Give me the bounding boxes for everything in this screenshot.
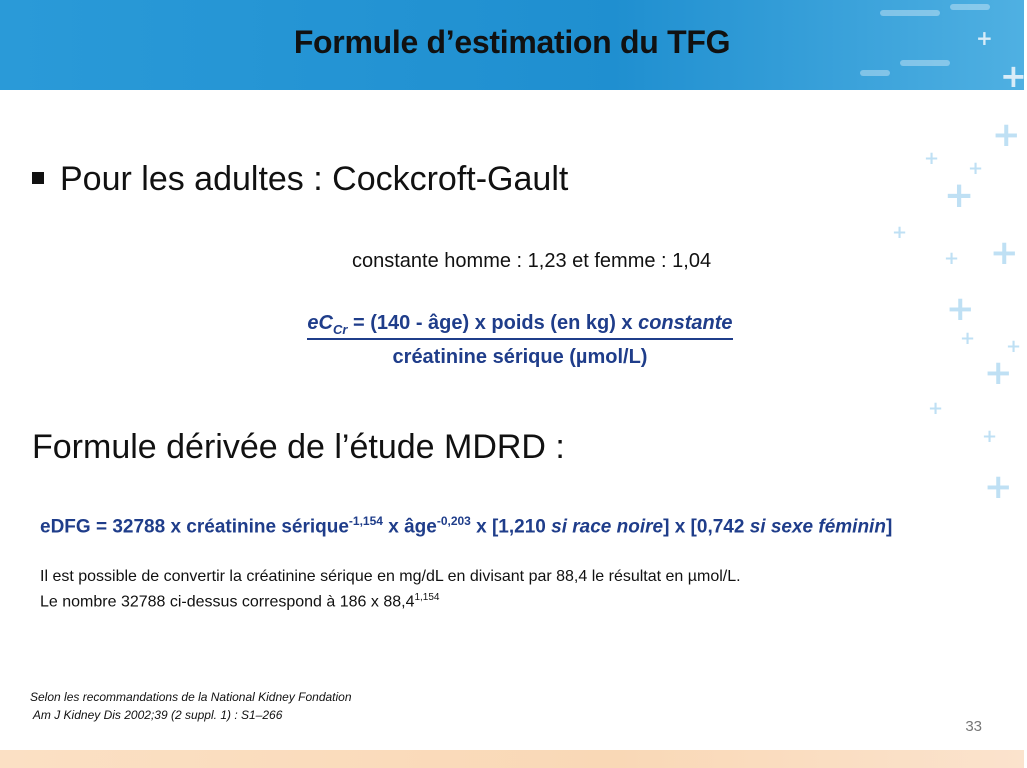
formula-lhs-main: eC — [307, 312, 333, 334]
constant-note — [40, 592, 440, 611]
edfg-part2: x âge — [382, 516, 437, 538]
conversion-note: Il est possible de convertir la créatinine sérique en mg/dL en divisant par 88,4 le résultat en µmol/L. — [40, 568, 741, 585]
plus-icon: + — [960, 328, 976, 349]
header-decor — [880, 10, 940, 16]
edfg-part1: eDFG = 32788 x créatinine sérique — [40, 516, 349, 538]
footer-bar — [0, 750, 1024, 768]
slide-title: Formule d’estimation du TFG — [293, 24, 731, 60]
plus-icon: + — [976, 26, 993, 50]
formula-numerator — [307, 312, 732, 340]
edfg-formula — [40, 514, 892, 538]
reference-line-1: Selon les recommandations de la National Kidney Fondation — [30, 690, 352, 704]
bullet-cockcroft — [32, 160, 568, 199]
constant-note-text: Le nombre 32788 ci-dessus correspond à 186 x 88,4 — [40, 593, 415, 611]
plus-icon: + — [924, 148, 940, 169]
header-decor — [860, 70, 890, 76]
formula-lhs — [307, 312, 348, 337]
bullet-square-icon — [32, 172, 44, 184]
edfg-part3: x [1,210 — [470, 516, 552, 538]
plus-icon: + — [1006, 336, 1022, 357]
plus-icon: + — [944, 248, 960, 269]
edfg-italic1: si race noire — [551, 516, 664, 538]
formula-denominator: créatinine sérique (µmol/L) — [392, 346, 648, 368]
reference-line-2: Am J Kidney Dis 2002;39 (2 suppl. 1) : S1–266 — [30, 708, 283, 722]
plus-icon: + — [990, 233, 1019, 273]
mdrd-heading: Formule dérivée de l’étude MDRD : — [32, 428, 565, 466]
plus-icon: + — [928, 398, 944, 419]
constant-line: constante homme : 1,23 et femme : 1,04 — [352, 250, 712, 272]
edfg-part5: ] — [885, 516, 893, 538]
plus-icon: + — [1000, 57, 1027, 95]
plus-icon: + — [946, 289, 975, 329]
constant-note-exp: 1,154 — [414, 592, 440, 603]
cockcroft-formula — [270, 312, 770, 369]
plus-icon: + — [944, 175, 975, 216]
edfg-exp1: -1,154 — [348, 514, 383, 528]
formula-lhs-sub: Cr — [333, 322, 348, 337]
plus-icon: + — [892, 222, 908, 243]
bullet-text: Pour les adultes : Cockcroft-Gault — [60, 160, 569, 198]
plus-icon: + — [982, 426, 998, 447]
formula-numerator-italic: constante — [638, 312, 733, 334]
header-decor — [950, 4, 990, 10]
plus-icon: + — [992, 115, 1021, 155]
edfg-italic2: si sexe féminin — [749, 516, 886, 538]
plus-icon: + — [984, 467, 1013, 507]
formula-numerator-text: (140 - âge) x poids (en kg) x — [370, 312, 639, 334]
plus-icon: + — [968, 158, 984, 179]
formula-equals: = — [347, 312, 371, 334]
edfg-exp2: -0,203 — [436, 514, 471, 528]
page-number: 33 — [965, 718, 982, 735]
plus-icon: + — [984, 353, 1013, 393]
edfg-part4: ] x [0,742 — [663, 516, 750, 538]
